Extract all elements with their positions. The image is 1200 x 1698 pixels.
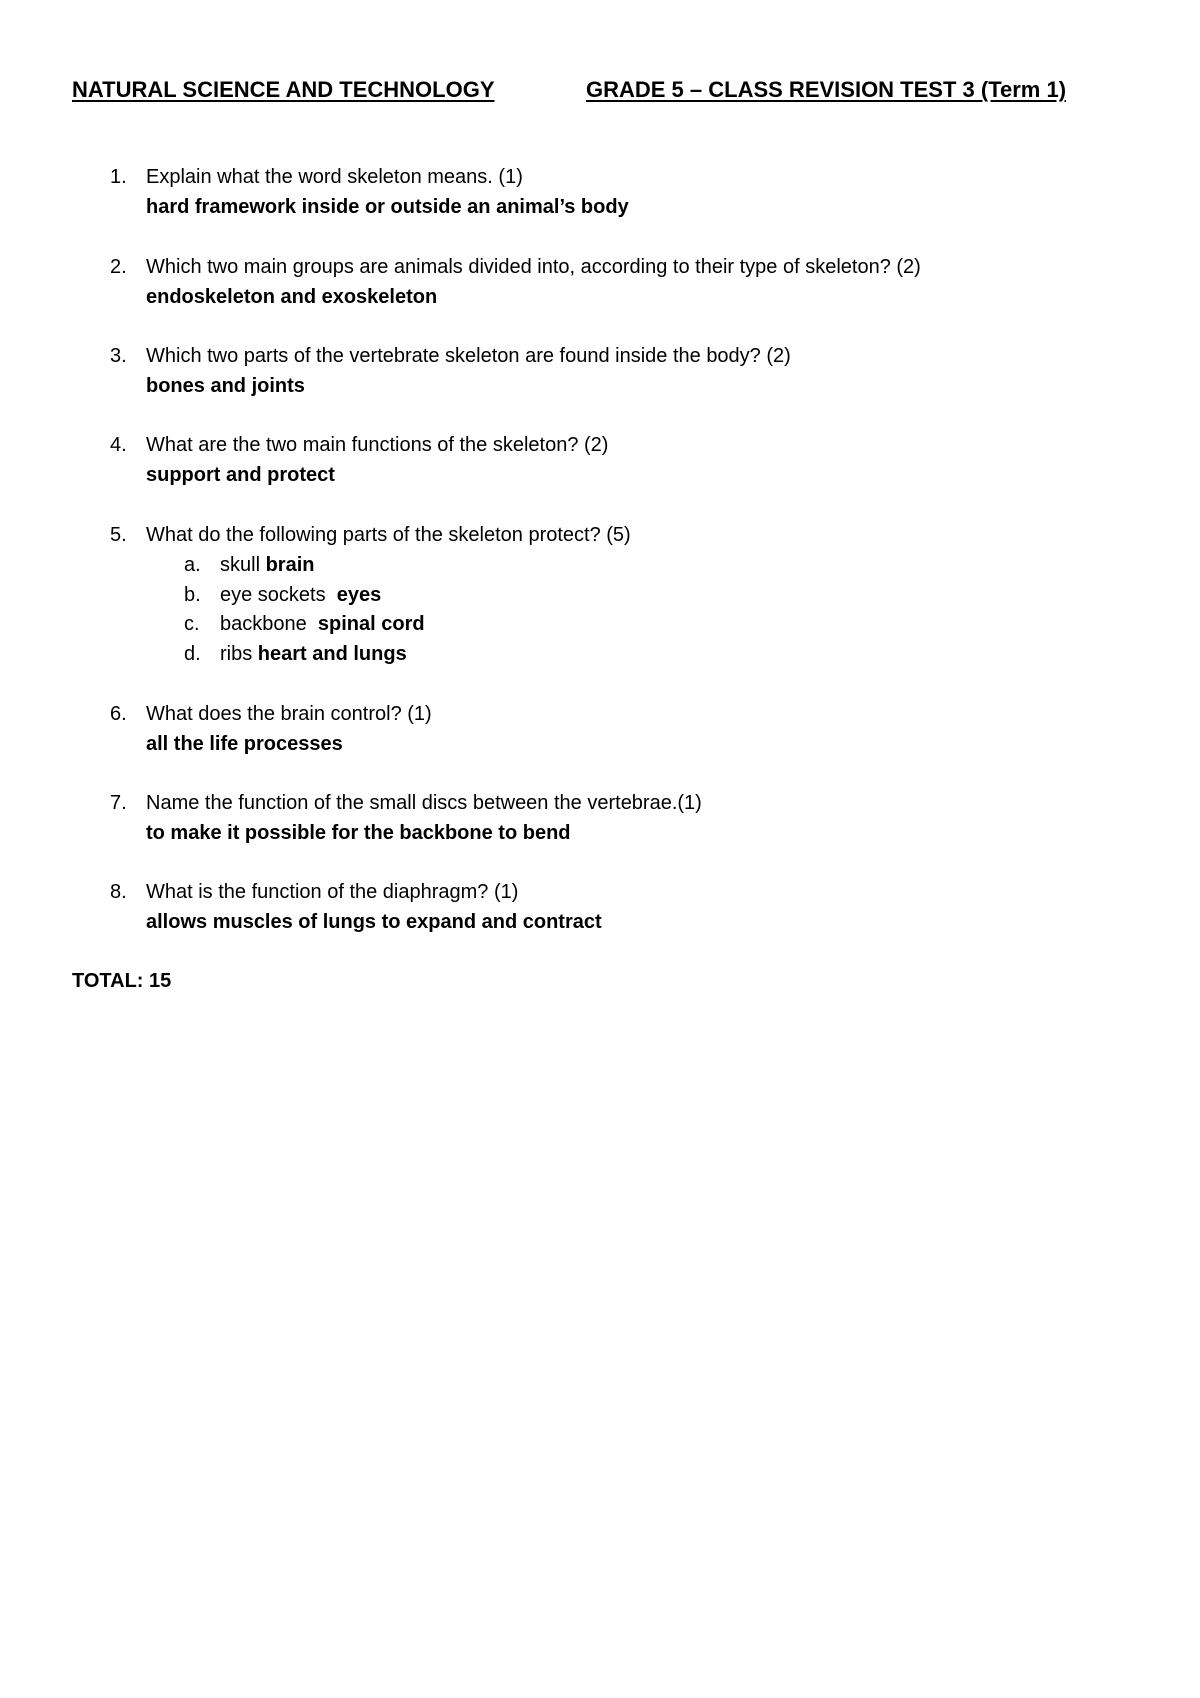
sub-item-letter: c. xyxy=(184,613,200,635)
question-number: 4. xyxy=(110,434,127,456)
skeleton-part: skull xyxy=(220,554,261,576)
answer-text: support and protect xyxy=(146,464,335,486)
question-text: What do the following parts of the skeleton protect? (5) xyxy=(146,524,631,546)
question-number: 7. xyxy=(110,792,127,814)
subject-title: NATURAL SCIENCE AND TECHNOLOGY xyxy=(72,77,495,102)
answer-text: allows muscles of lungs to expand and contract xyxy=(146,911,602,933)
question-text: Which two main groups are animals divided into, according to their type of skeleton? (2) xyxy=(146,256,921,278)
sub-item-answer: brain xyxy=(265,554,315,576)
question-number: 8. xyxy=(110,881,127,903)
page-header xyxy=(72,74,1152,106)
sub-item-letter: d. xyxy=(184,643,201,665)
skeleton-part: eye sockets xyxy=(220,584,326,606)
question-number: 2. xyxy=(110,256,127,278)
answer-text: endoskeleton and exoskeleton xyxy=(146,286,438,308)
answer-text: hard framework inside or outside an animal’s body xyxy=(146,196,629,218)
answer-text: to make it possible for the backbone to bend xyxy=(146,822,571,844)
question-number: 1. xyxy=(110,166,127,188)
answer-text: bones and joints xyxy=(146,375,305,397)
sub-item-answer: spinal cord xyxy=(317,613,425,635)
answer-text: all the life processes xyxy=(146,733,343,755)
question-number: 5. xyxy=(110,524,127,546)
skeleton-part: ribs xyxy=(220,643,253,665)
question-text: What are the two main functions of the skeleton? (2) xyxy=(146,434,609,456)
sub-item-letter: a. xyxy=(184,554,201,576)
question-number: 3. xyxy=(110,345,127,367)
question-text: What is the function of the diaphragm? (1) xyxy=(146,881,519,903)
test-title: GRADE 5 – CLASS REVISION TEST 3 (Term 1) xyxy=(586,77,1067,102)
sub-item-text xyxy=(220,639,407,669)
question-text: Name the function of the small discs between the vertebrae.(1) xyxy=(146,792,702,814)
question-text: Which two parts of the vertebrate skeleton are found inside the body? (2) xyxy=(146,345,791,367)
sub-item-text xyxy=(220,580,381,610)
sub-item-answer: heart and lungs xyxy=(257,643,407,665)
sub-item-text xyxy=(220,550,314,580)
sub-item-letter: b. xyxy=(184,584,201,606)
sub-item-text xyxy=(220,609,425,639)
question-number: 6. xyxy=(110,703,127,725)
question-text: What does the brain control? (1) xyxy=(146,703,432,725)
sub-item-answer: eyes xyxy=(336,584,382,606)
total-marks: TOTAL: 15 xyxy=(72,970,172,992)
question-text: Explain what the word skeleton means. (1) xyxy=(146,166,523,188)
skeleton-part: backbone xyxy=(220,613,307,635)
